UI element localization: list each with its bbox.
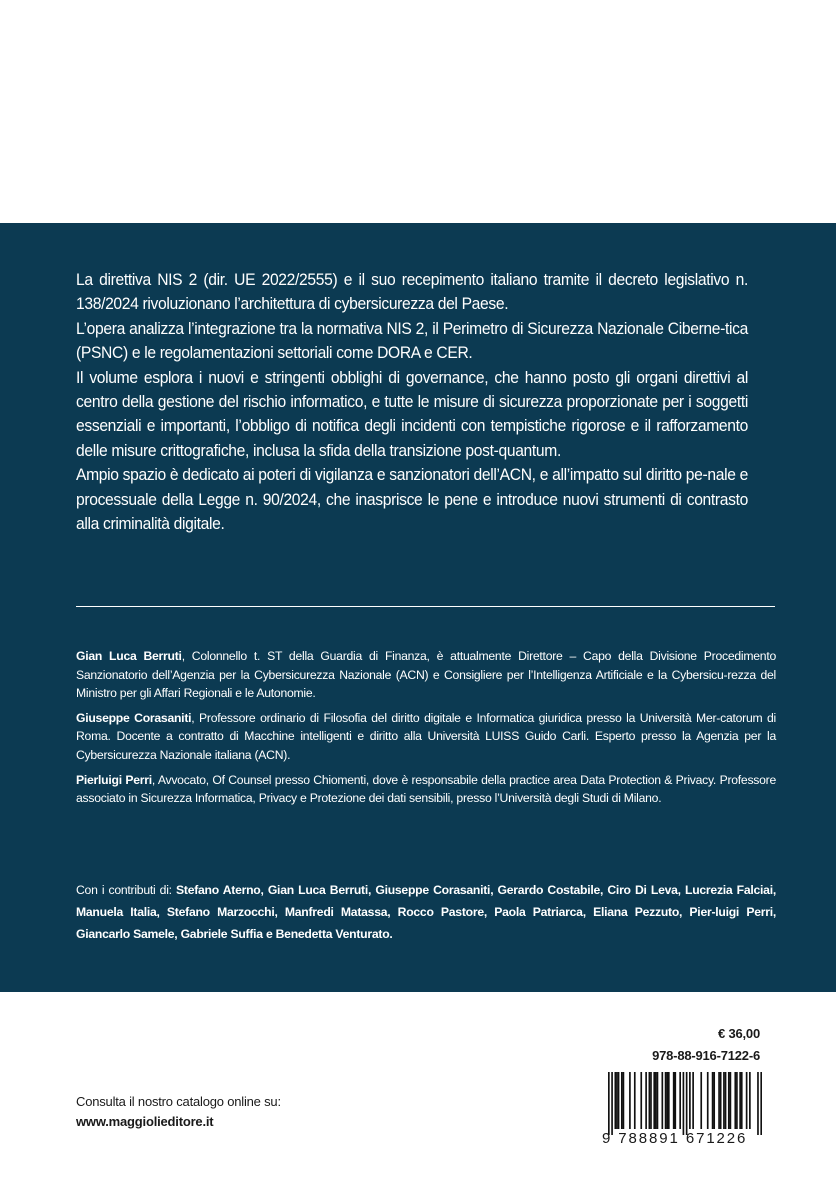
barcode-bar [713,1072,715,1129]
author-bio-text: , Avvocato, Of Counsel presso Chiomenti, dove è responsabile della practice area Data Protection & Privacy. Professore associato in Sicurezza Informatica, Privacy e Protezione dei dati sensibili, presso l’Università degli Studi di Milano. [76,772,777,806]
barcode-bar [728,1072,730,1129]
barcode-bar [725,1072,727,1129]
synopsis-paragraph: Il volume esplora i nuovi e stringenti obblighi di governance, che hanno posto gli organi direttivi al centro della gestione del rischio informatico, e tutte le misure di sicurezza proporzionate per i soggetti essenziali e importanti, l’obbligo di notifica degli incidenti con tempistiche rigorose e il rafforzamento delle misure crittografiche, inclusa la sfida della transizione post-quantum. [76,368,748,460]
synopsis-paragraph: La direttiva NIS 2 (dir. UE 2022/2555) e il suo recepimento italiano tramite il decreto legislativo n. 138/2024 rivoluzionano l’architettura di cybersicurezza del Paese. [76,271,748,314]
synopsis-paragraph: Ampio spazio è dedicato ai poteri di vigilanza e sanzionatori dell’ACN, e all’impatto sul diritto pe-nale e processuale della Legge n. 90/2024, che inasprisce le pene e introduce nuovi strumenti di contrasto alla criminalità digitale. [76,466,748,534]
barcode-bar [645,1072,647,1129]
isbn: 978-88-916-7122-6 [652,1048,760,1063]
barcode-bar [621,1072,623,1129]
barcode-bar [674,1072,676,1129]
contributors [76,879,776,945]
price: € 36,00 [718,1026,760,1041]
barcode [608,1072,762,1135]
barcode-bar [616,1072,618,1129]
author-bio [76,771,776,808]
barcode-bars [608,1072,762,1135]
author-name: Pierluigi Perri [76,772,152,787]
barcode-bar [712,1072,714,1129]
barcode-bar [640,1072,642,1129]
contributors-lead: Con i contributi di: [76,883,176,897]
barcode-bar [739,1072,741,1129]
catalog-label: Consulta il nostro catalogo online su: [76,1094,281,1109]
author-name: Giuseppe Corasaniti [76,710,192,725]
barcode-bar [666,1072,668,1129]
author-bio [76,647,776,703]
catalog-info [76,1092,281,1132]
author-bio [76,709,776,765]
barcode-bar [665,1072,667,1129]
barcode-bar [760,1072,762,1135]
divider [76,606,775,607]
barcode-bar [736,1072,738,1129]
barcode-bar [718,1072,720,1129]
barcode-bar [707,1072,709,1129]
barcode-bar [720,1072,722,1129]
barcode-digits: 9 788891 671226 [602,1130,748,1147]
barcode-bar [629,1072,631,1129]
barcode-bar [649,1072,651,1129]
publisher-url[interactable]: www.maggiolieditore.it [76,1114,214,1129]
barcode-bar [673,1072,675,1129]
barcode-bar [734,1072,736,1129]
barcode-bar [618,1072,620,1129]
barcode-bar [634,1072,636,1129]
barcode-bar [655,1072,657,1129]
barcode-bar [614,1072,616,1129]
author-bio-text: , Professore ordinario di Filosofia del diritto digitale e Informatica giuridica presso la Università Mer-catorum di Roma. Docente a contratto di Macchine intelligenti e diritto alla Università LUISS Guido Carli. Esperto presso la Agenzia per la Cybersicurezza Nazionale italiana (ACN). [76,710,776,762]
barcode-bar [746,1072,748,1129]
description-panel [0,223,836,992]
barcode-bar [689,1072,691,1129]
barcode-bar [611,1072,613,1135]
barcode-bar [657,1072,659,1129]
barcode-bar [683,1072,685,1135]
barcode-bar [650,1072,652,1129]
barcode-bar [668,1072,670,1129]
barcode-bar [686,1072,688,1135]
barcode-bar [723,1072,725,1129]
barcode-bar [741,1072,743,1129]
synopsis [76,268,748,536]
barcode-bar [653,1072,655,1129]
barcode-bar [623,1072,625,1129]
barcode-bar [700,1072,702,1129]
author-bio-text: , Colonnello t. ST della Guardia di Finanza, è attualmente Direttore – Capo della Divisione Procedimento Sanzionatorio dell’Agenzia per la Cybersicurezza Nazionale (ACN) e Consigliere per l’Intelligenza Artificiale e la Cybersicu-rezza del Ministro per gli Affari Regionali e le Autonomie. [76,649,776,701]
contributors-names: Stefano Aterno, Gian Luca Berruti, Giuseppe Corasaniti, Gerardo Costabile, Ciro Di Leva, Lucrezia Falciai, Manuela Italia, Stefano Marzocchi, Manfredi Matassa, Rocco Pastore, Paola Patriarca, Eliana Pezzuto, Pier-luigi Perri, Giancarlo Samele, Gabriele Suffia e Benedetta Venturato. [76,883,776,941]
barcode-bar [661,1072,663,1129]
barcode-bar [608,1072,610,1135]
barcode-bar [692,1072,694,1129]
barcode-bar [679,1072,681,1129]
synopsis-paragraph: L’opera analizza l’integrazione tra la normativa NIS 2, il Perimetro di Sicurezza Nazionale Ciberne-tica (PSNC) e le regolamentazioni settoriali come DORA e CER. [76,319,748,363]
barcode-bar [757,1072,759,1135]
barcode-bar [730,1072,732,1129]
author-bios [76,647,776,814]
author-name: Gian Luca Berruti [76,649,182,663]
barcode-bar [749,1072,751,1129]
